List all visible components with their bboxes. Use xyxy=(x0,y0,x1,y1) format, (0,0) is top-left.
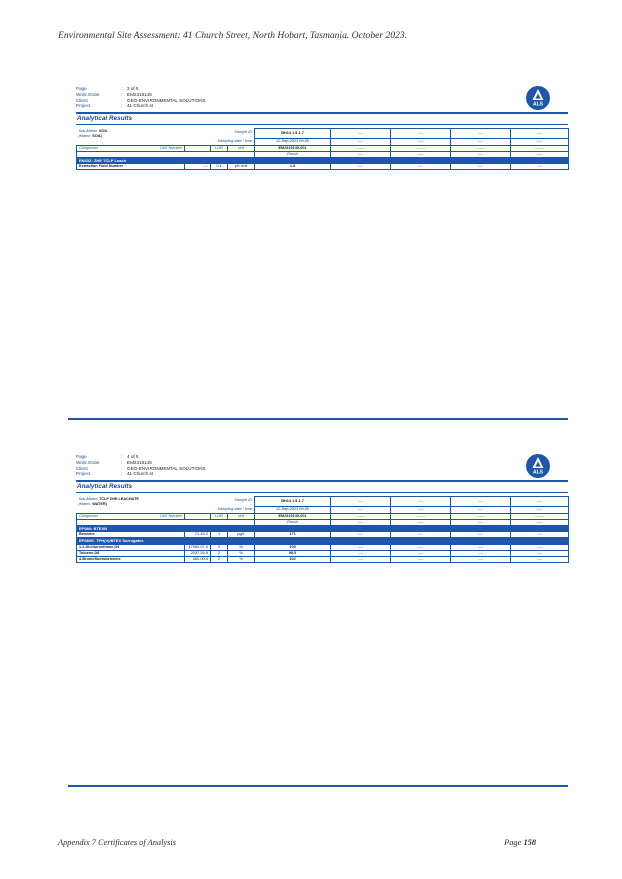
result-value: 171 xyxy=(255,532,331,538)
unit-value: % xyxy=(228,557,255,563)
placeholder-cell: ---- xyxy=(511,507,569,513)
sample-id-label: Sample ID xyxy=(234,497,253,502)
cas-number: 2037-26-5 xyxy=(185,550,211,556)
page-divider xyxy=(68,785,568,787)
placeholder-cell: ------- xyxy=(511,145,569,151)
cas-number: 17060-07-0 xyxy=(185,544,211,550)
placeholder-cell: ---- xyxy=(391,544,451,550)
meta-row-work-order: Work Order : EM2319145 xyxy=(76,459,152,465)
lab-id-value: EM2319145-001 xyxy=(255,513,331,519)
meta-label: Client xyxy=(76,465,88,471)
matrix-value: WATER) xyxy=(92,501,107,506)
placeholder-cell: ------- xyxy=(391,145,451,151)
lor-value: 2 xyxy=(211,557,228,563)
placeholder-cell: ---- xyxy=(391,497,451,507)
placeholder-cell: ---- xyxy=(451,164,511,170)
placeholder-cell: ---- xyxy=(391,550,451,556)
sample-id-label: Sample ID xyxy=(234,129,253,134)
report-meta xyxy=(76,454,568,480)
als-logo xyxy=(526,86,550,110)
submatrix-label: Sub-Matrix: xyxy=(78,496,98,501)
meta-value: 41 Church st xyxy=(127,471,154,477)
placeholder-cell: ---- xyxy=(451,507,511,513)
footer-title: Appendix 7 Certificates of Analysis xyxy=(58,838,177,847)
placeholder-cell: ---- xyxy=(331,164,391,170)
cas-header: CAS Number xyxy=(159,513,182,518)
placeholder-cell: ---- xyxy=(331,497,391,507)
sampling-label: Sampling date / time xyxy=(77,507,255,513)
meta-row-client: Client : GEO-ENVIRONMENTAL SOLUTIONS xyxy=(76,97,206,103)
placeholder-cell: ---- xyxy=(391,507,451,513)
placeholder-cell: ------- xyxy=(451,145,511,151)
placeholder-cell: ------- xyxy=(511,513,569,519)
sample-id-row xyxy=(77,129,569,139)
table-row xyxy=(77,164,569,170)
sampling-label: Sampling date / time xyxy=(77,139,255,145)
meta-value: 4 of 5 xyxy=(127,454,139,459)
placeholder-cell: ---- xyxy=(511,519,569,525)
placeholder-cell: ---- xyxy=(331,129,391,139)
result-value: 102 xyxy=(255,557,331,563)
placeholder-cell: ---- xyxy=(511,151,569,157)
sampling-value: 22-Sep-2023 09:25 xyxy=(255,507,331,513)
meta-label: Client xyxy=(76,97,88,103)
group-name: EP080S: TPH(V)/BTEX Surrogates xyxy=(77,538,569,544)
placeholder-cell: ---- xyxy=(331,151,391,157)
cas-header: CAS Number xyxy=(159,145,182,150)
page-number-value: 158 xyxy=(523,838,536,847)
sample-id-value: BH14 1.5-1.7 xyxy=(255,497,331,507)
results-table xyxy=(76,128,569,170)
placeholder-cell: ---- xyxy=(451,557,511,563)
group-name: EP080: BTEXN xyxy=(77,526,569,532)
result-header: Result xyxy=(255,151,331,157)
lor-value: 2 xyxy=(211,544,228,550)
logo-text: ALS xyxy=(533,469,543,476)
section-title: Analytical Results xyxy=(76,482,568,493)
placeholder-cell: ---- xyxy=(391,129,451,139)
lor-value: 0.1 xyxy=(211,164,228,170)
matrix-label: (Matrix: xyxy=(78,133,92,138)
submatrix-value: SOIL xyxy=(98,128,108,133)
placeholder-cell: ---- xyxy=(391,557,451,563)
sampling-value: 22-Sep-2023 09:25 xyxy=(255,139,331,145)
meta-row-work-order: Work Order : EM2319145 xyxy=(76,91,152,97)
meta-label: Page xyxy=(76,454,87,459)
cas-number: ---- xyxy=(185,164,211,170)
placeholder-cell: ---- xyxy=(391,139,451,145)
table-row xyxy=(77,557,569,563)
matrix-value: SOIL) xyxy=(92,133,103,138)
lab-id-value: EM2319145-001 xyxy=(255,145,331,151)
placeholder-cell: ---- xyxy=(391,164,451,170)
lor-header: LOR xyxy=(211,513,228,519)
result-value: 109 xyxy=(255,544,331,550)
meta-value: 3 of 5 xyxy=(127,86,139,91)
placeholder-cell: ---- xyxy=(331,139,391,145)
cas-number: 71-43-2 xyxy=(185,532,211,538)
analytical-report-page-3 xyxy=(76,86,568,170)
placeholder-cell: ---- xyxy=(511,497,569,507)
cas-number: 460-00-4 xyxy=(185,557,211,563)
placeholder-cell: ---- xyxy=(451,544,511,550)
meta-label: Work Order xyxy=(76,91,100,97)
lor-value: 1 xyxy=(211,532,228,538)
placeholder-cell: ---- xyxy=(511,129,569,139)
unit-value: µg/L xyxy=(228,532,255,538)
compound-name: 1.2-Dichloroethane-D4 xyxy=(77,544,185,550)
submatrix-label: Sub-Matrix: xyxy=(78,128,98,133)
analytical-report-page-4 xyxy=(76,454,568,563)
unit-value: % xyxy=(228,544,255,550)
compound-name: Benzene xyxy=(77,532,185,538)
placeholder-cell: ---- xyxy=(451,139,511,145)
meta-label: Project xyxy=(76,471,91,477)
placeholder-cell: ---- xyxy=(331,507,391,513)
placeholder-cell: ---- xyxy=(511,550,569,556)
section-title: Analytical Results xyxy=(76,114,568,125)
placeholder-cell: ---- xyxy=(451,129,511,139)
placeholder-cell: ---- xyxy=(331,532,391,538)
document-footer xyxy=(58,838,536,847)
meta-value: GEO-ENVIRONMENTAL SOLUTIONS xyxy=(127,465,206,471)
lor-value: 2 xyxy=(211,550,228,556)
compound-name: Toluene-D8 xyxy=(77,550,185,556)
page-divider xyxy=(68,418,568,420)
meta-label: Page xyxy=(76,86,87,91)
placeholder-cell: ---- xyxy=(511,532,569,538)
results-table xyxy=(76,496,569,563)
page-prefix: Page xyxy=(504,838,522,847)
compound-name: 4-Bromofluorobenzene xyxy=(77,557,185,563)
placeholder-cell: ---- xyxy=(391,532,451,538)
result-header: Result xyxy=(255,519,331,525)
placeholder-cell: ---- xyxy=(331,519,391,525)
result-value: 1.8 xyxy=(255,164,331,170)
placeholder-cell: ---- xyxy=(511,557,569,563)
group-name: EN33Z: ZHE TCLP Leach xyxy=(77,158,569,164)
sample-id-value: BH14 1.5-1.7 xyxy=(255,129,331,139)
compound-header: Compound xyxy=(79,513,98,518)
meta-row-project: Project : 41 Church st xyxy=(76,103,154,109)
meta-value: 41 Church st xyxy=(127,103,154,109)
submatrix-value: TCLP ZHE LEACHATE xyxy=(98,496,139,501)
document-header: Environmental Site Assessment: 41 Church Street, North Hobart, Tasmania. October 2023. xyxy=(58,30,408,41)
meta-row-page: Page : 3 of 5 xyxy=(76,86,139,91)
meta-row-project: Project : 41 Church st xyxy=(76,471,154,477)
meta-value: EM2319145 xyxy=(127,91,152,97)
report-meta xyxy=(76,86,568,112)
placeholder-cell: ---- xyxy=(331,550,391,556)
placeholder-cell: ---- xyxy=(391,151,451,157)
placeholder-cell: ---- xyxy=(451,532,511,538)
als-logo xyxy=(526,454,550,478)
compound-header: Compound xyxy=(79,145,98,150)
placeholder-cell: ---- xyxy=(511,164,569,170)
meta-label: Work Order xyxy=(76,459,100,465)
placeholder-cell: ---- xyxy=(331,544,391,550)
meta-row-client: Client : GEO-ENVIRONMENTAL SOLUTIONS xyxy=(76,465,206,471)
meta-value: GEO-ENVIRONMENTAL SOLUTIONS xyxy=(127,97,206,103)
placeholder-cell: ---- xyxy=(331,557,391,563)
placeholder-cell: ------- xyxy=(451,513,511,519)
logo-text: ALS xyxy=(533,101,543,108)
placeholder-cell: ---- xyxy=(511,139,569,145)
placeholder-cell: ---- xyxy=(451,519,511,525)
unit-header: Unit xyxy=(228,145,255,151)
unit-value: pH Unit xyxy=(228,164,255,170)
placeholder-cell: ------- xyxy=(331,513,391,519)
unit-header: Unit xyxy=(228,513,255,519)
unit-value: % xyxy=(228,550,255,556)
meta-row-page: Page : 4 of 5 xyxy=(76,454,139,459)
placeholder-cell: ---- xyxy=(511,544,569,550)
meta-value: EM2319145 xyxy=(127,459,152,465)
placeholder-cell: ------- xyxy=(391,513,451,519)
compound-name: Extraction Fluid Number xyxy=(77,164,185,170)
sample-id-row xyxy=(77,497,569,507)
lor-header: LOR xyxy=(211,145,228,151)
meta-label: Project xyxy=(76,103,91,109)
placeholder-cell: ------- xyxy=(331,145,391,151)
placeholder-cell: ---- xyxy=(451,550,511,556)
placeholder-cell: ---- xyxy=(451,151,511,157)
matrix-label: (Matrix: xyxy=(78,501,92,506)
result-value: 98.5 xyxy=(255,550,331,556)
placeholder-cell: ---- xyxy=(451,497,511,507)
page-number xyxy=(504,838,536,847)
placeholder-cell: ---- xyxy=(391,519,451,525)
